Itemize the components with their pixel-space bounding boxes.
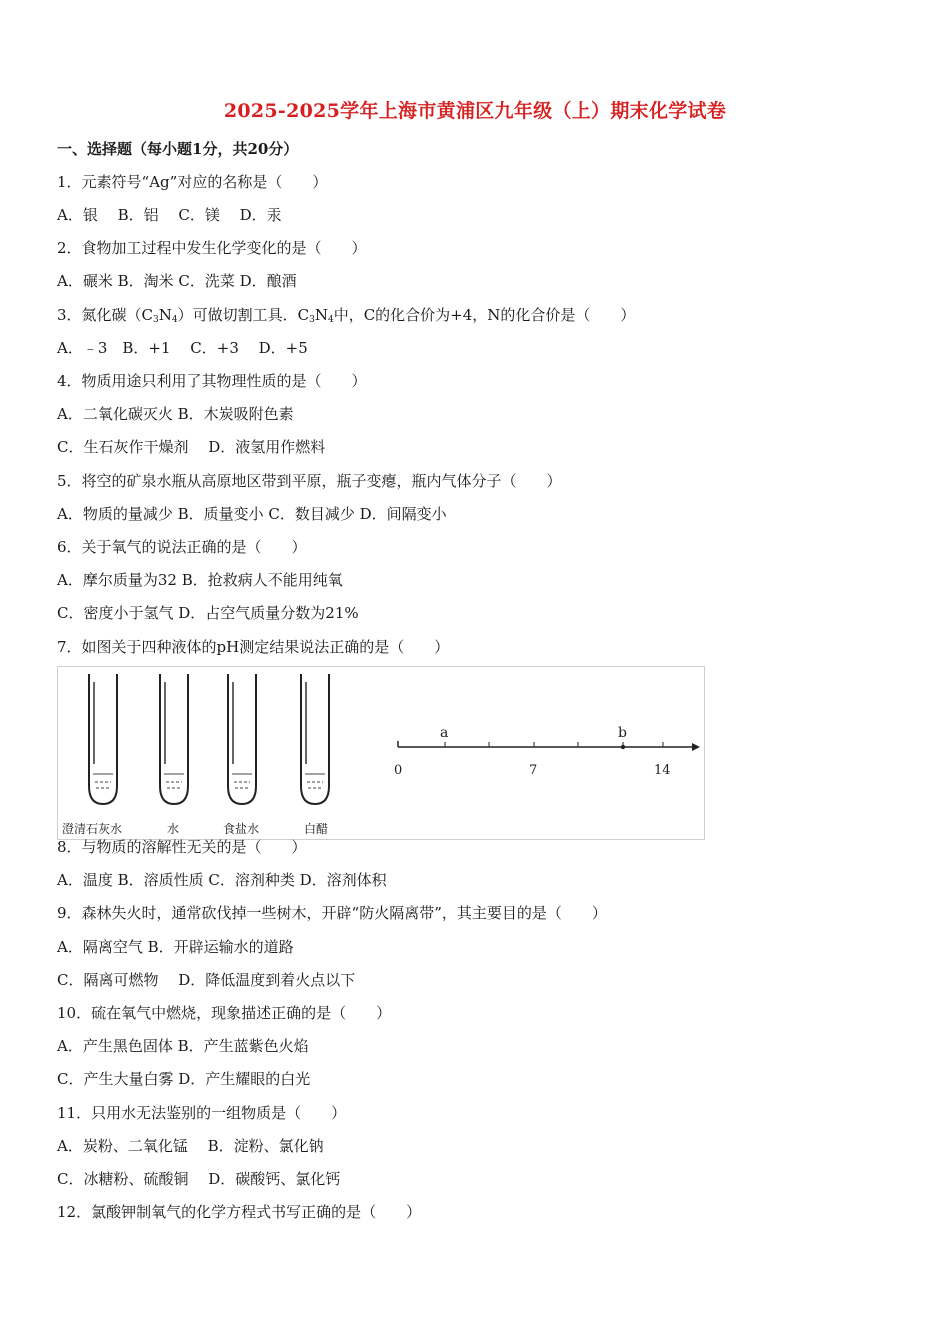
question-11-options-ab: A．炭粉、二氧化锰 B．淀粉、氯化钠 xyxy=(57,1137,324,1155)
question-6-options-ab: A．摩尔质量为32 B．抢救病人不能用纯氧 xyxy=(57,571,343,589)
question-3 xyxy=(57,305,635,330)
q3-text-b: N xyxy=(158,306,172,324)
question-11: 11．只用水无法鉴别的一组物质是（ ） xyxy=(57,1104,347,1122)
question-9-options-cd: C．隔离可燃物 D．降低温度到着火点以下 xyxy=(57,971,356,989)
question-6-options-cd: C．密度小于氢气 D．占空气质量分数为21% xyxy=(57,604,359,622)
q3-text-e: 中，C的化合价为+4，N的化合价是（ ） xyxy=(333,306,636,324)
q3-text-a: 3．氮化碳（C xyxy=(57,306,154,324)
question-8: 8．与物质的溶解性无关的是（ ） xyxy=(57,838,307,856)
point-a-label: a xyxy=(440,725,449,741)
question-12: 12．氯酸钾制氧气的化学方程式书写正确的是（ ） xyxy=(57,1203,422,1221)
question-8-options: A．温度 B．溶质性质 C．溶剂种类 D．溶剂体积 xyxy=(57,871,387,889)
question-9-options-ab: A．隔离空气 B．开辟运输水的道路 xyxy=(57,938,294,956)
question-3-options: A．﹣3 B．+1 C．+3 D．+5 xyxy=(57,339,308,357)
point-b-label: b xyxy=(618,725,627,741)
section-heading: 一、选择题（每小题1分，共20分） xyxy=(57,140,299,158)
point-b-marker xyxy=(621,745,625,749)
question-4: 4．物质用途只利用了其物理性质的是（ ） xyxy=(57,372,367,390)
tick-label-0: 0 xyxy=(394,763,403,778)
question-7: 7．如图关于四种液体的pH测定结果说法正确的是（ ） xyxy=(57,638,450,656)
tube-label-2: 水 xyxy=(167,822,180,836)
tube-label-1: 澄清石灰水 xyxy=(62,822,123,836)
question-11-options-cd: C．冰糖粉、硫酸铜 D．碳酸钙、氯化钙 xyxy=(57,1170,341,1188)
ph-figure xyxy=(57,666,705,840)
question-10-options-ab: A．产生黑色固体 B．产生蓝紫色火焰 xyxy=(57,1037,309,1055)
question-10-options-cd: C．产生大量白雾 D．产生耀眼的白光 xyxy=(57,1070,311,1088)
question-2-options: A．碾米 B．淘米 C．洗菜 D．酿酒 xyxy=(57,272,297,290)
question-6: 6．关于氧气的说法正确的是（ ） xyxy=(57,538,307,556)
figure-border xyxy=(58,667,705,840)
test-tube-4 xyxy=(301,674,329,804)
question-5: 5．将空的矿泉水瓶从高原地区带到平原，瓶子变瘪，瓶内气体分子（ ） xyxy=(57,472,562,490)
q3-sub-1: 3 xyxy=(153,315,159,325)
q3-sub-3: 3 xyxy=(309,315,315,325)
question-4-options-ab: A．二氧化碳灭火 B．木炭吸附色素 xyxy=(57,405,294,423)
question-9: 9．森林失火时，通常砍伐掉一些树木，开辟“防火隔离带”，其主要目的是（ ） xyxy=(57,904,607,922)
question-1: 1．元素符号“Ag”对应的名称是（ ） xyxy=(57,173,328,191)
tube-label-4: 白醋 xyxy=(304,822,329,836)
ph-axis-arrow-icon xyxy=(692,743,700,751)
tick-label-14: 14 xyxy=(654,763,671,778)
page-title: 2025-2025学年上海市黄浦区九年级（上）期末化学试卷 xyxy=(223,100,727,122)
question-10: 10．硫在氧气中燃烧，现象描述正确的是（ ） xyxy=(57,1004,392,1022)
q3-text-d: N xyxy=(314,306,328,324)
question-1-options: A．银 B．铝 C．镁 D．汞 xyxy=(57,206,282,224)
q3-sub-2: 4 xyxy=(171,315,178,325)
tick-label-7: 7 xyxy=(529,763,538,778)
test-tube-1 xyxy=(89,674,117,804)
question-4-options-cd: C．生石灰作干燥剂 D．液氢用作燃料 xyxy=(57,438,326,456)
q3-text-c: ）可做切割工具．C xyxy=(177,306,310,324)
q3-sub-4: 4 xyxy=(327,315,334,325)
question-2: 2．食物加工过程中发生化学变化的是（ ） xyxy=(57,239,367,257)
test-tube-2 xyxy=(160,674,188,804)
tube-label-3: 食盐水 xyxy=(223,822,260,836)
test-tube-3 xyxy=(228,674,256,804)
question-5-options: A．物质的量减少 B．质量变小 C．数目减少 D．间隔变小 xyxy=(57,505,447,523)
